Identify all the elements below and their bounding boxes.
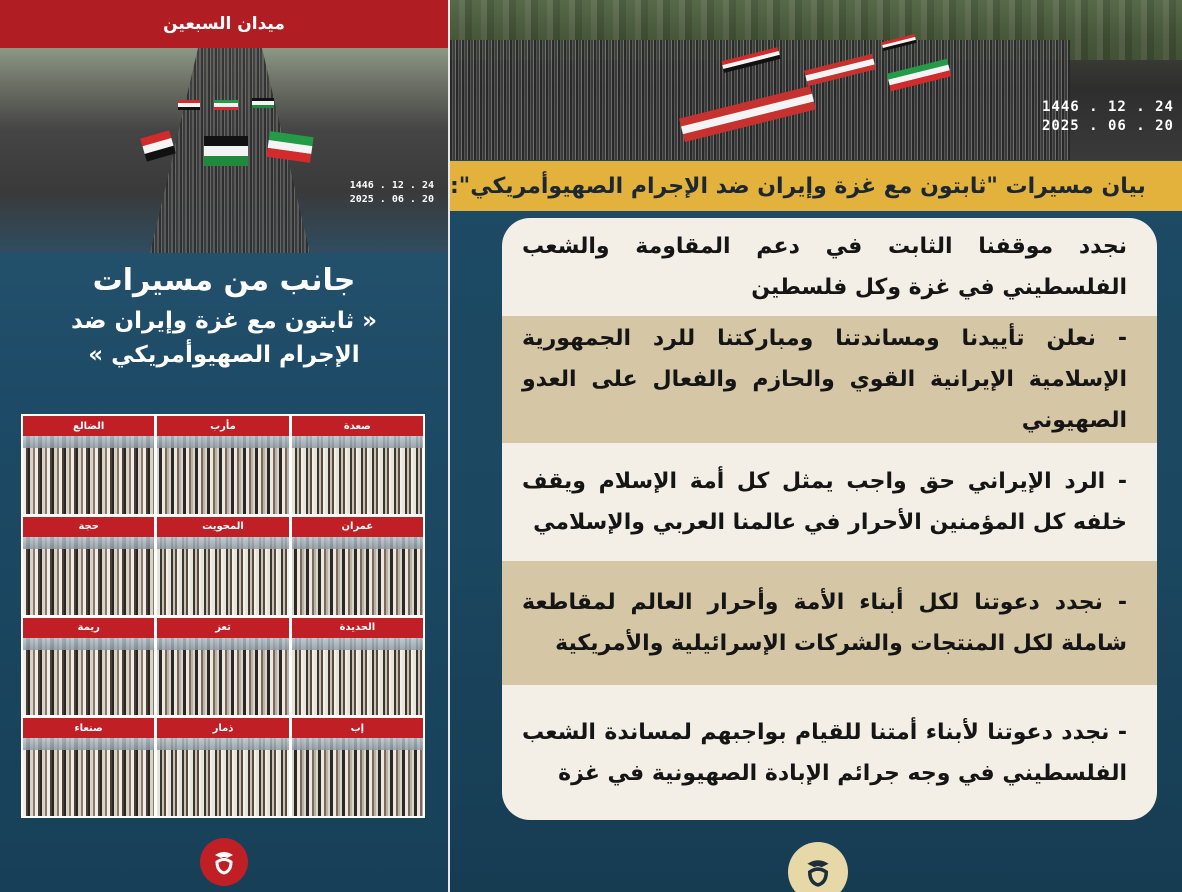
headline-line-2: « ثابتون مع غزة وإيران ضد (71, 308, 377, 334)
governorate-label: صنعاء (23, 718, 154, 738)
governorate-label: المحويت (157, 517, 288, 537)
governorate-label: ذمار (157, 718, 288, 738)
yemen-flag (140, 130, 175, 161)
governorate-photo (23, 718, 154, 816)
governorate-photo (292, 718, 423, 816)
governorate-photo (23, 517, 154, 615)
statement-title: بيان مسيرات "ثابتون مع غزة وإيران ضد الإجرام الصهيوأمريكي": (450, 161, 1182, 211)
governorate-photo (292, 416, 423, 514)
statement-paragraph-3: - الرد الإيراني حق واجب يمثل كل أمة الإسلام ويقف خلفه كل المؤمنين الأحرار في عالمنا العربي والإسلامي (522, 469, 1127, 535)
logo-mark-icon (207, 845, 241, 879)
organization-logo-icon (788, 842, 848, 892)
governorate-photo-grid (21, 414, 425, 818)
photo-date-stamp (1042, 98, 1174, 136)
date-hijri: 1446 . 12 . 24 (349, 180, 434, 191)
yemen-flag-small (178, 100, 200, 110)
governorate-label: مأرب (157, 416, 288, 436)
logo-mark-icon (798, 852, 838, 892)
right-poster (450, 0, 1182, 892)
statement-paragraph-1: نجدد موقفنا الثابت في دعم المقاومة والشعب الفلسطيني في غزة وكل فلسطين (522, 234, 1127, 300)
statement-panel (502, 218, 1157, 820)
photo-date-stamp (350, 179, 434, 206)
governorate-photo (292, 517, 423, 615)
governorate-label: الحديدة (292, 618, 423, 638)
iran-flag-small (214, 100, 238, 110)
governorate-label: إب (292, 718, 423, 738)
governorate-label: ريمة (23, 618, 154, 638)
location-banner: ميدان السبعين (0, 0, 448, 48)
governorate-label: حجة (23, 517, 154, 537)
governorate-photo (157, 618, 288, 716)
governorate-photo (292, 618, 423, 716)
governorate-photo (157, 416, 288, 514)
statement-paragraph-4: - نجدد دعوتنا لكل أبناء الأمة وأحرار العالم لمقاطعة شاملة لكل المنتجات والشركات الإسرائيلية والأمريكية (502, 561, 1157, 685)
aerial-crowd-photo (450, 0, 1182, 160)
headline-line-3: الإجرام الصهيوأمريكي » (88, 342, 360, 368)
statement-paragraph-5: - نجدد دعوتنا لأبناء أمتنا للقيام بواجبهم لمساندة الشعب الفلسطيني في وجه جرائم الإبادة الصهيونية في غزة (522, 719, 1127, 786)
date-gregorian: 2025 . 06 . 20 (349, 193, 434, 205)
governorate-label: عمران (292, 517, 423, 537)
palestine-flag-small (252, 98, 274, 108)
organization-logo-icon (200, 838, 248, 886)
governorate-label: صعدة (292, 416, 423, 436)
governorate-label: تعز (157, 618, 288, 638)
governorate-photo (157, 517, 288, 615)
governorate-photo (23, 416, 154, 514)
governorate-photo (157, 718, 288, 816)
sabeen-square-crowd-photo (0, 48, 448, 253)
governorate-label: الضالع (23, 416, 154, 436)
governorate-photo (23, 618, 154, 716)
statement-paragraph-2: - نعلن تأييدنا ومساندتنا ومباركتنا للرد الجمهورية الإسلامية الإيرانية القوي والحازم والفعال على العدو الصهيوني (502, 316, 1157, 443)
date-hijri: 1446 . 12 . 24 (1041, 99, 1174, 115)
date-gregorian: 2025 . 06 . 20 (1041, 117, 1174, 134)
left-poster (0, 0, 448, 892)
headline-line-1: جانب من مسيرات (92, 263, 356, 298)
headline (20, 258, 428, 372)
palestine-flag (204, 136, 248, 166)
